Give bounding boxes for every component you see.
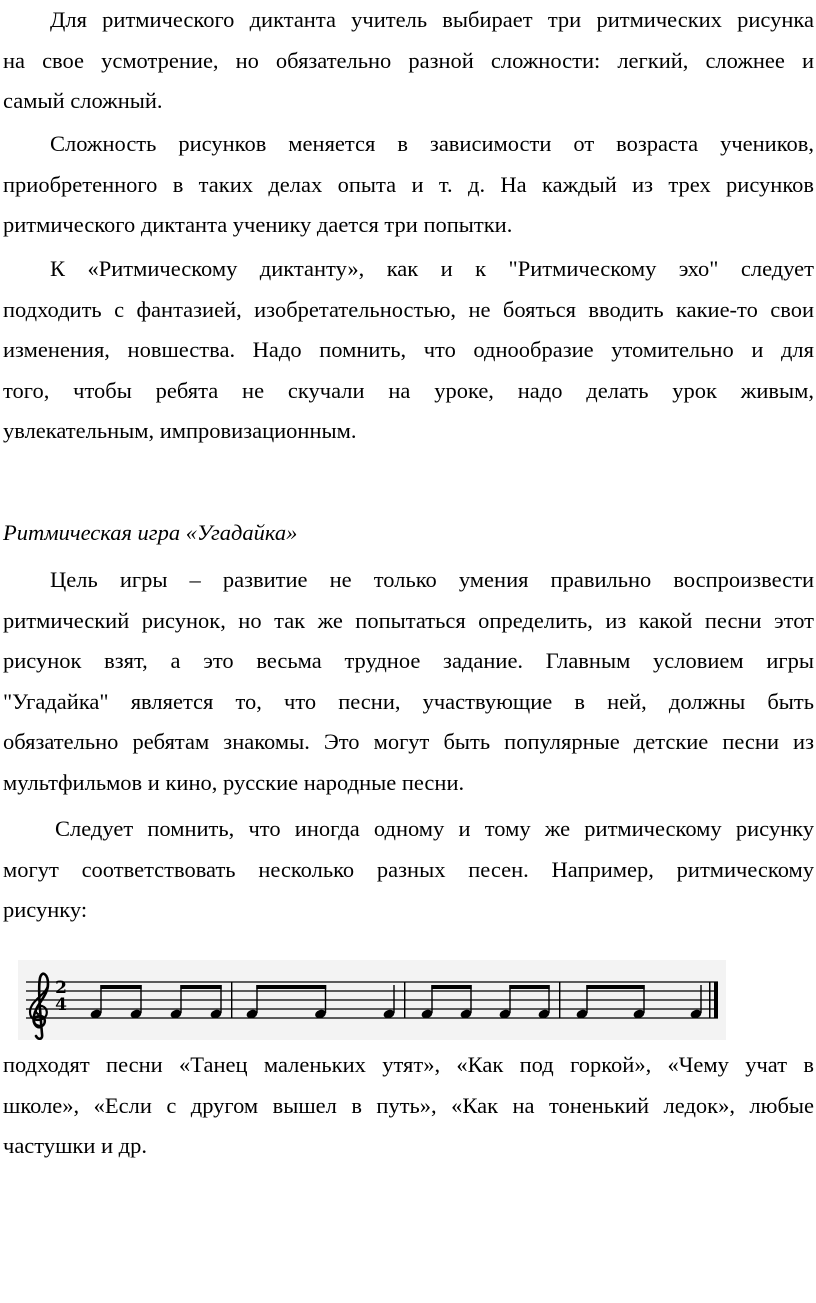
text-line: обязательно ребятам знакомы. Это могут быть популярные детские песни из <box>3 729 814 754</box>
text-line: увлекательным, импровизационным. <box>3 418 357 443</box>
text-line: ритмического диктанта ученику дается три попытки. <box>3 212 513 237</box>
barline <box>231 982 232 1018</box>
note-beam <box>256 985 326 989</box>
text-line: изменения, новшества. Надо помнить, что однообразие утомительно и для <box>3 337 814 362</box>
text-line: К «Ритмическому диктанту», как и к "Ритмическому эхо" следует <box>50 256 814 281</box>
time-signature-bottom: 4 <box>55 995 67 1015</box>
text-line: частушки и др. <box>3 1133 147 1158</box>
text-line: Следует помнить, что иногда одному и тому же ритмическому рисунку <box>55 816 814 841</box>
text-line: Цель игры – развитие не только умения правильно воспроизвести <box>50 567 814 592</box>
paragraph-6 <box>3 1045 814 1167</box>
text-line: самый сложный. <box>3 88 163 113</box>
note-beam <box>586 985 644 989</box>
paragraph-3 <box>3 249 814 452</box>
text-line: Сложность рисунков меняется в зависимости от возраста учеников, <box>50 131 814 156</box>
note-beam <box>100 985 141 989</box>
text-line: могут соответствовать несколько разных песен. Например, ритмическому <box>3 856 814 882</box>
note-beam <box>509 985 549 989</box>
text-line: на свое усмотрение, но обязательно разной сложности: легкий, сложнее и <box>3 47 814 73</box>
text-line: рисунку: <box>3 897 88 922</box>
note-beam <box>180 985 221 989</box>
text-line: рисунок взят, а это весьма трудное задание. Главным условием игры <box>3 648 814 673</box>
text-line: приобретенного в таких делах опыта и т. д. На каждый из трех рисунков <box>3 171 814 197</box>
note-beam <box>431 985 471 989</box>
section-heading: Ритмическая игра «Угадайка» <box>3 520 298 545</box>
barline <box>714 982 718 1018</box>
text-line: мультфильмов и кино, русские народные песни. <box>3 769 465 795</box>
text-line: подходят песни «Танец маленьких утят», «Как под горкой», «Чему учат в <box>3 1052 814 1077</box>
paragraph-4 <box>3 560 814 803</box>
barline <box>404 982 405 1018</box>
text-line: Для ритмического диктанта учитель выбирает три ритмических рисунка <box>50 7 814 32</box>
barline <box>559 982 560 1018</box>
paragraph-5 <box>3 809 814 931</box>
barline <box>709 982 711 1018</box>
paragraph-1 <box>3 0 814 122</box>
text-line: школе», «Если с другом вышел в путь», «Как на тоненький ледок», любые <box>3 1092 814 1118</box>
paragraph-2 <box>3 124 814 246</box>
text-line: "Угадайка" является то, что песни, участвующие в ней, должны быть <box>3 688 814 714</box>
text-line: подходить с фантазией, изобретательностью, не бояться вводить какие-то свои <box>3 296 814 322</box>
rhythm-notation <box>18 960 726 1040</box>
time-signature-top: 2 <box>55 978 67 998</box>
text-line: того, чтобы ребята не скучали на уроке, надо делать урок живым, <box>3 377 814 403</box>
text-line: ритмический рисунок, но так же попытаться определить, из какой песни этот <box>3 607 814 633</box>
